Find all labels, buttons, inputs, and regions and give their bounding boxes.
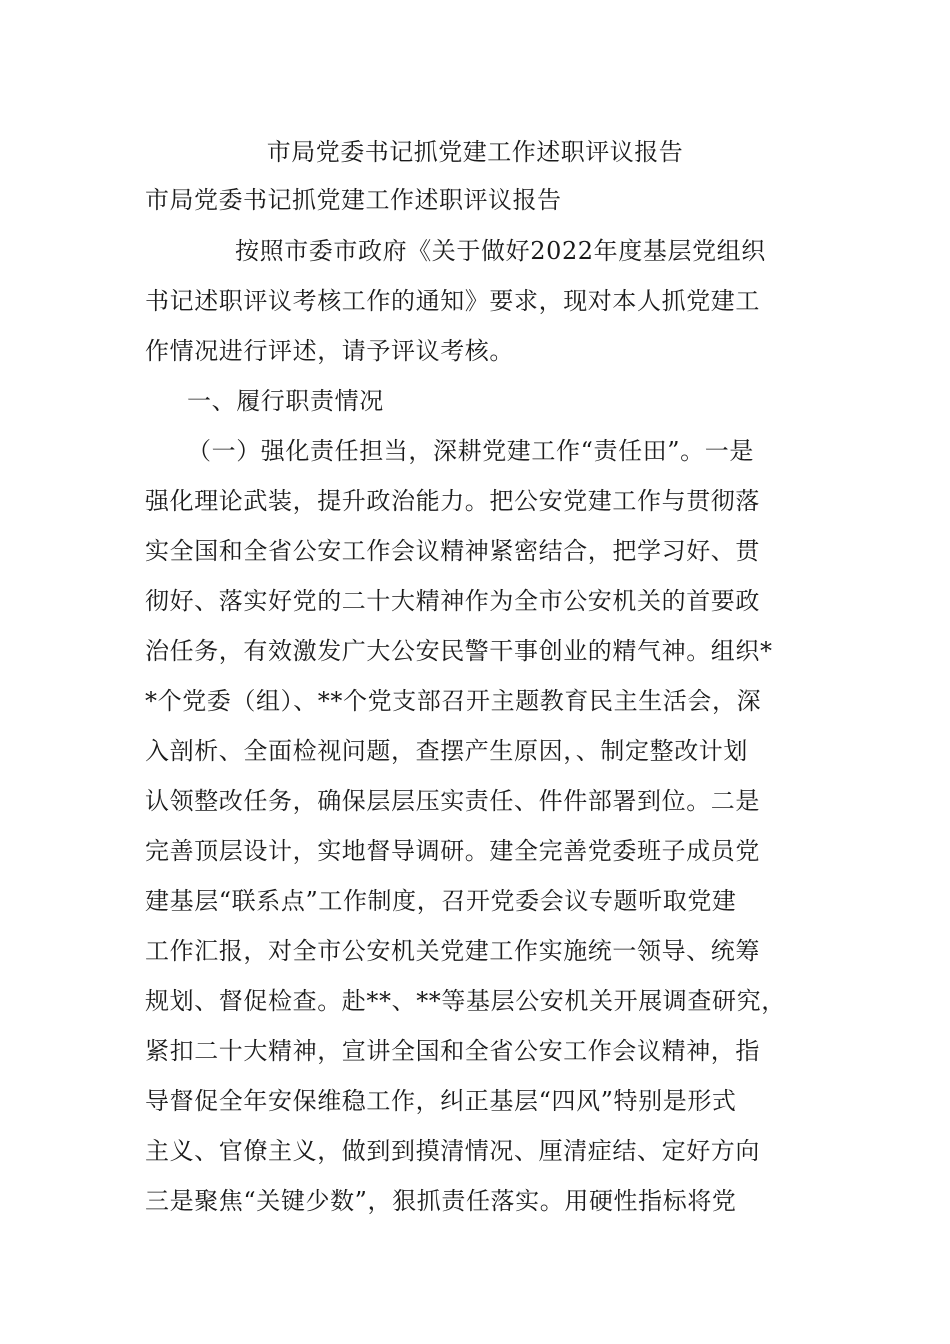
document-title: 市局党委书记抓党建工作述职评议报告	[266, 138, 684, 166]
paragraph-line: 规划、督促检查。赴**、**等基层公安机关开展调查研究，	[145, 987, 786, 1015]
paragraph-line: 导督促全年安保维稳工作，纠正基层“四风”特别是形式	[145, 1087, 737, 1115]
paragraph-line: 紧扣二十大精神，宣讲全国和全省公安工作会议精神，指	[145, 1037, 760, 1065]
paragraph-line: 强化理论武装，提升政治能力。把公安党建工作与贯彻落	[145, 487, 760, 515]
paragraph-line: 作情况进行评述，请予评议考核。	[145, 337, 514, 365]
paragraph-line: （一）强化责任担当，深耕党建工作“责任田”。一是	[187, 437, 754, 465]
document-body	[145, 226, 810, 1226]
paragraph-line: 认领整改任务，确保层层压实责任、件件部署到位。二是	[145, 787, 760, 815]
paragraph-line: 治任务，有效激发广大公安民警干事创业的精气神。组织*	[145, 637, 773, 665]
paragraph-line: 书记述职评议考核工作的通知》要求，现对本人抓党建工	[145, 287, 760, 315]
paragraph-line: *个党委（组）、**个党支部召开主题教育民主生活会，深	[145, 687, 762, 715]
paragraph-line: 建基层“联系点”工作制度，召开党委会议专题听取党建	[145, 887, 737, 915]
paragraph-line: 三是聚焦“关键少数”，狠抓责任落实。用硬性指标将党	[145, 1187, 737, 1215]
section-heading: 一、履行职责情况	[187, 387, 384, 415]
paragraph-line: 完善顶层设计，实地督导调研。建全完善党委班子成员党	[145, 837, 760, 865]
paragraph-line: 实全国和全省公安工作会议精神紧密结合，把学习好、贯	[145, 537, 760, 565]
paragraph-line: 入剖析、全面检视问题，查摆产生原因，、制定整改计划	[145, 737, 748, 765]
document-subtitle: 市局党委书记抓党建工作述职评议报告	[145, 186, 562, 214]
paragraph-line: 工作汇报，对全市公安机关党建工作实施统一领导、统筹	[145, 937, 760, 965]
paragraph-line: 彻好、落实好党的二十大精神作为全市公安机关的首要政	[145, 587, 760, 615]
paragraph-line: 主义、官僚主义，做到到摸清情况、厘清症结、定好方向	[145, 1137, 760, 1165]
paragraph-line: 按照市委市政府《关于做好2022年度基层党组织	[235, 237, 766, 265]
